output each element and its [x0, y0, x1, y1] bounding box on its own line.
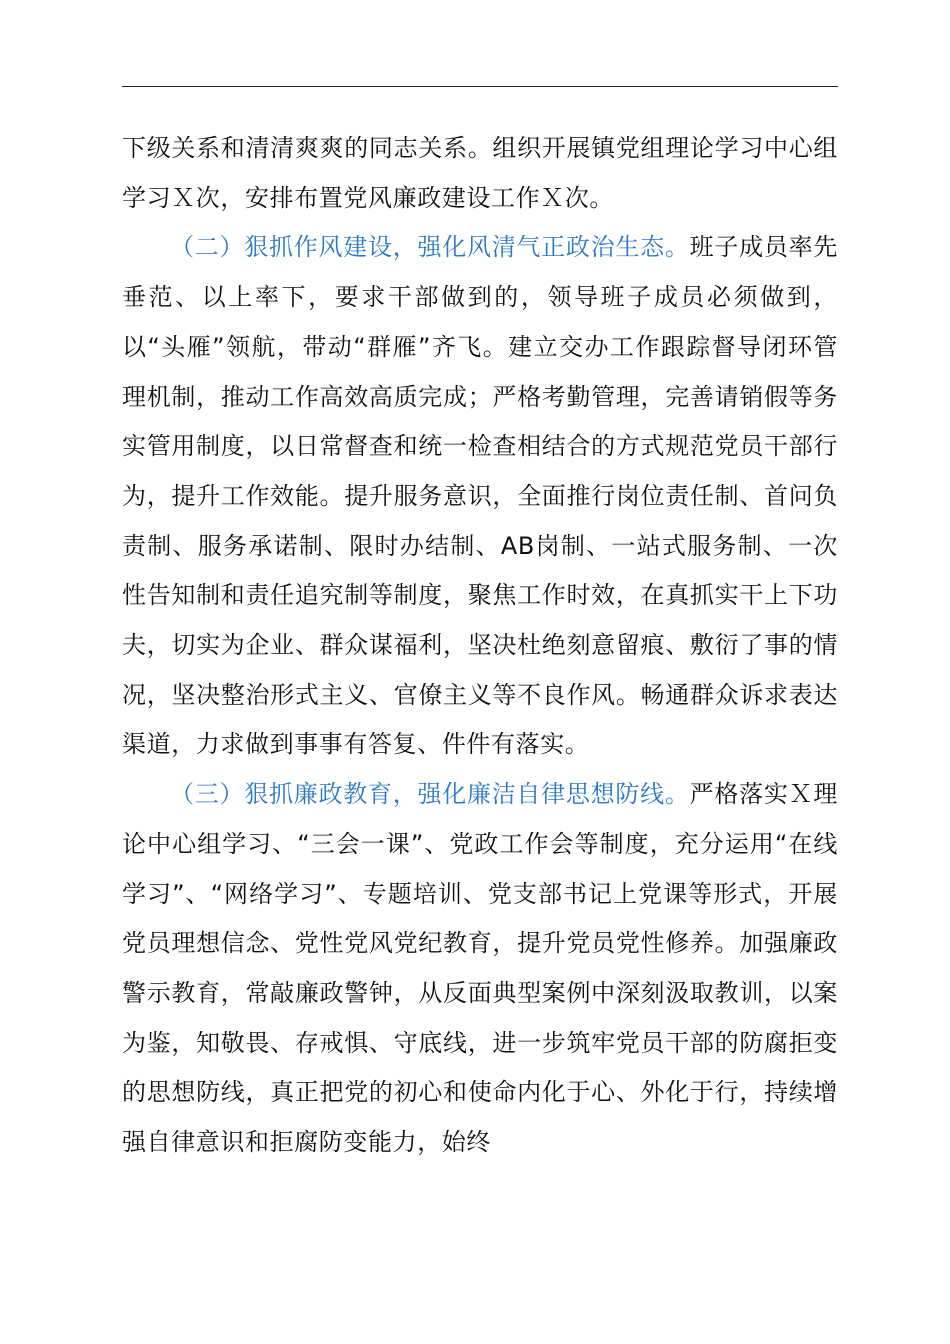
- section-heading-2: （二）狠抓作风建设，强化风清气正政治生态。: [170, 233, 690, 262]
- paragraph-continued: [122, 124, 838, 223]
- paragraph-section-2: [122, 223, 838, 770]
- header-rule: [122, 86, 838, 87]
- paragraph-text: 班子成员率先垂范、以上率下，要求干部做到的，领导班子成员必须做到，以“头雁”领航，带动“群雁”齐飞。建立交办工作跟踪督导闭环管理机制，推动工作高效高质完成；严格考勤管理，完善请销假等务实管用制度，以日常督查和统一检查相结合的方式规范党员干部行为，提升工作效能。提升服务意识，全面推行岗位责任制、首问负责制、服务承诺制、限时办结制、AB岗制、一站式服务制、一次性告知制和责任追究制等制度，聚焦工作时效，在真抓实干上下功夫，切实为企业、群众谋福利，坚决杜绝刻意留痕、敷衍了事的情况，坚决整治形式主义、官僚主义等不良作风。畅通群众诉求表达渠道，力求做到事事有答复、件件有落实。: [122, 233, 838, 759]
- paragraph-text: 严格落实Ｘ理论中心组学习、“三会一课”、党政工作会等制度，充分运用“在线学习”、“网络学习”、专题培训、党支部书记上党课等形式，开展党员理想信念、党性党风党纪教育，提升党员党性修养。加强廉政警示教育，常敲廉政警钟，从反面典型案例中深刻汲取教训，以案为鉴，知敬畏、存戒惧、守底线，进一步筑牢党员干部的防腐拒变的思想防线，真正把党的初心和使命内化于心、外化于行，持续增强自律意识和拒腐防变能力，始终: [122, 780, 838, 1157]
- paragraph-text: 下级关系和清清爽爽的同志关系。组织开展镇党组理论学习中心组学习Ｘ次，安排布置党风廉政建设工作Ｘ次。: [122, 134, 838, 212]
- section-heading-3: （三）狠抓廉政教育，强化廉洁自律思想防线。: [170, 780, 690, 809]
- paragraph-section-3: [122, 770, 838, 1168]
- document-body: [122, 124, 838, 1168]
